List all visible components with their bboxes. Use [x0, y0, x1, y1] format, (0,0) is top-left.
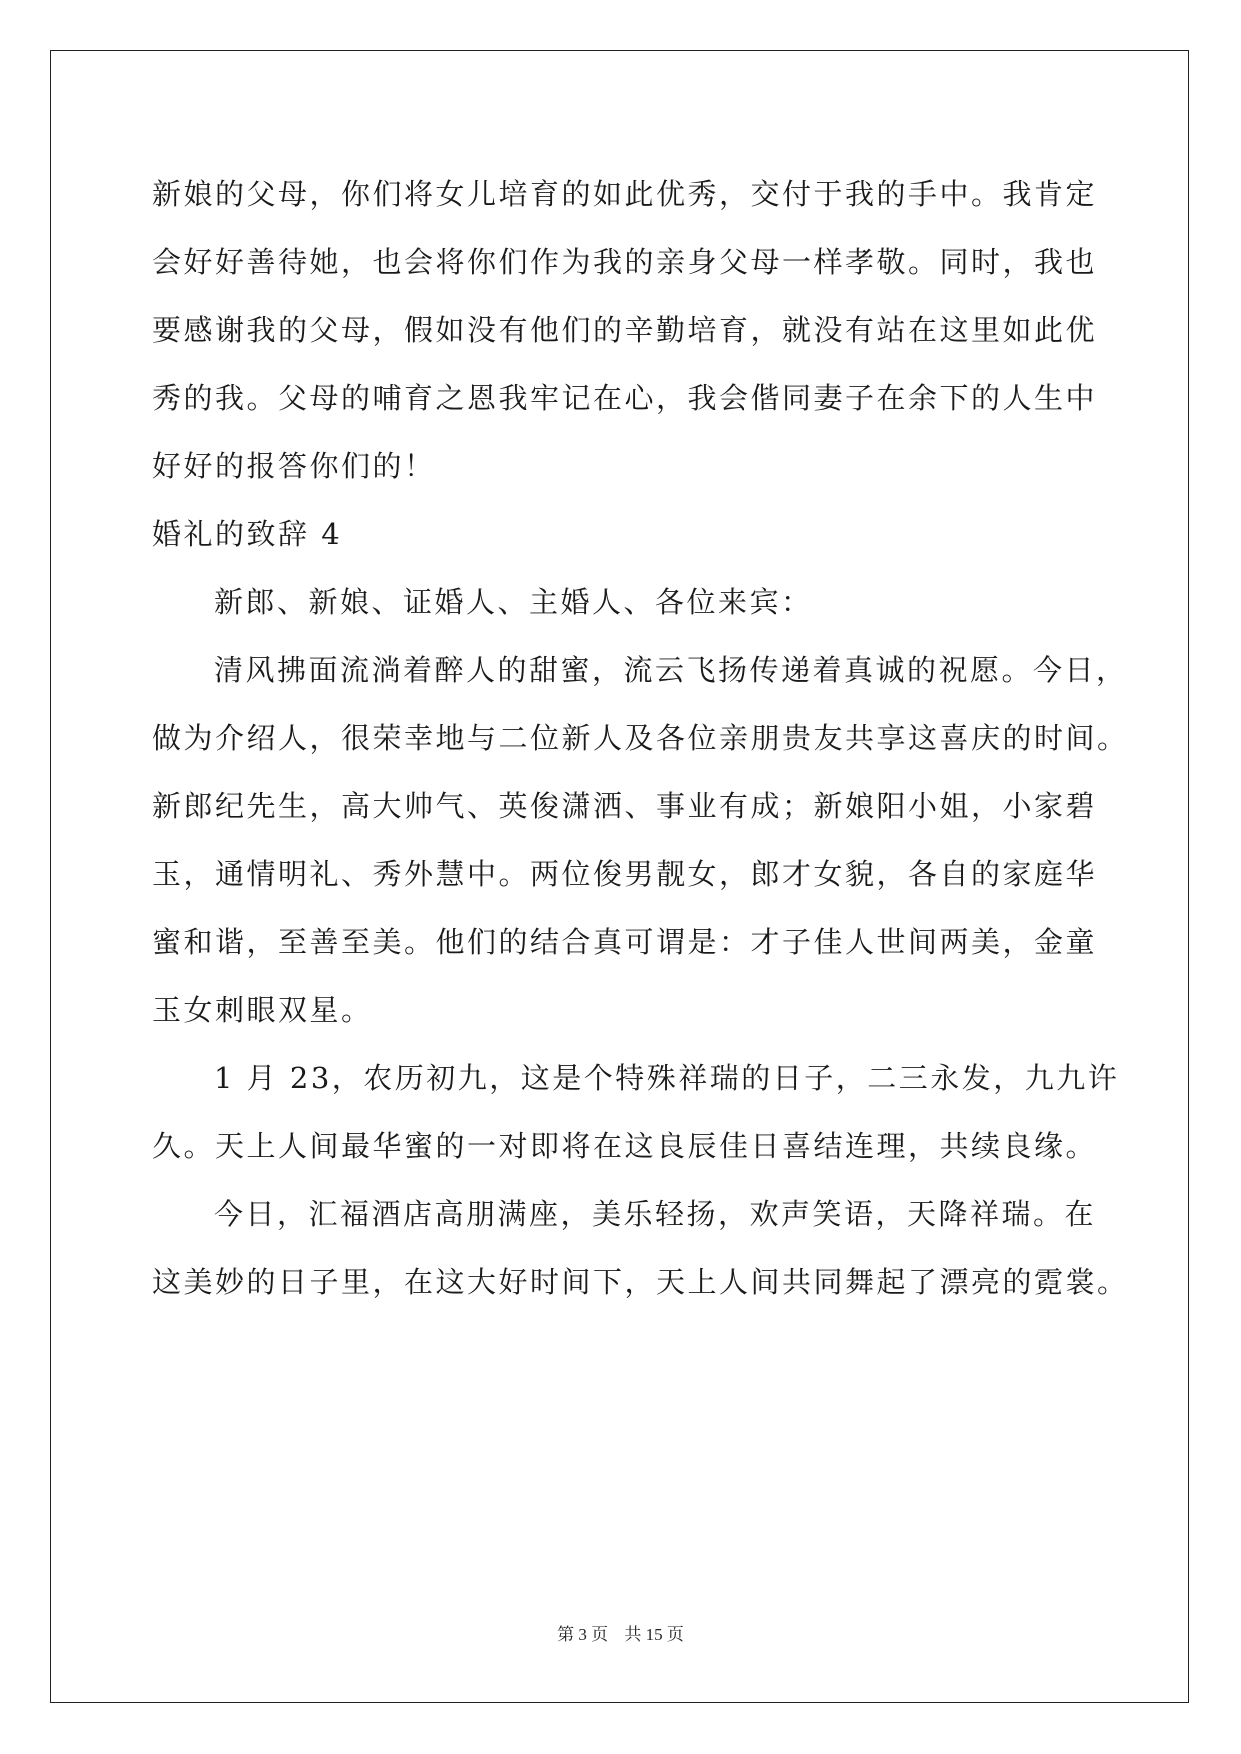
page-number: 第 3 页: [557, 1625, 609, 1644]
text-line: 蜜和谐，至善至美。他们的结合真可谓是：才子佳人世间两美，金童: [152, 925, 1098, 959]
text-line: 新郎纪先生，高大帅气、英俊潇洒、事业有成；新娘阳小姐，小家碧: [152, 789, 1098, 823]
document-body: [152, 160, 1129, 1316]
text-line: 久。天上人间最华蜜的一对即将在这良辰佳日喜结连理，共续良缘。: [152, 1129, 1098, 1163]
text-line: 清风拂面流淌着醉人的甜蜜，流云飞扬传递着真诚的祝愿。今日，: [214, 653, 1128, 687]
page-total: 共 15 页: [624, 1625, 684, 1644]
text-line: 做为介绍人，很荣幸地与二位新人及各位亲朋贵友共享这喜庆的时间。: [152, 721, 1129, 755]
text-line: 好好的报答你们的！: [152, 449, 436, 483]
text-line: 玉，通情明礼、秀外慧中。两位俊男靓女，郎才女貌，各自的家庭华: [152, 857, 1098, 891]
section-heading: 婚礼的致辞 4: [152, 517, 343, 551]
salutation-line: 新郎、新娘、证婚人、主婚人、各位来宾：: [214, 585, 813, 619]
text-line: 1 月 23，农历初九，这是个特殊祥瑞的日子，二三永发，九九许: [214, 1061, 1120, 1095]
text-line: 要感谢我的父母，假如没有他们的辛勤培育，就没有站在这里如此优: [152, 313, 1098, 347]
text-line: 今日，汇福酒店高朋满座，美乐轻扬，欢声笑语，天降祥瑞。在: [214, 1197, 1097, 1231]
text-line: 秀的我。父母的哺育之恩我牢记在心，我会偕同妻子在余下的人生中: [152, 381, 1098, 415]
text-line: 新娘的父母，你们将女儿培育的如此优秀，交付于我的手中。我肯定: [152, 177, 1098, 211]
page-footer: [0, 1620, 1241, 1645]
text-line: 玉女刺眼双星。: [152, 993, 373, 1027]
text-line: 会好好善待她，也会将你们作为我的亲身父母一样孝敬。同时，我也: [152, 245, 1098, 279]
text-line: 这美妙的日子里，在这大好时间下，天上人间共同舞起了漂亮的霓裳。: [152, 1265, 1129, 1299]
